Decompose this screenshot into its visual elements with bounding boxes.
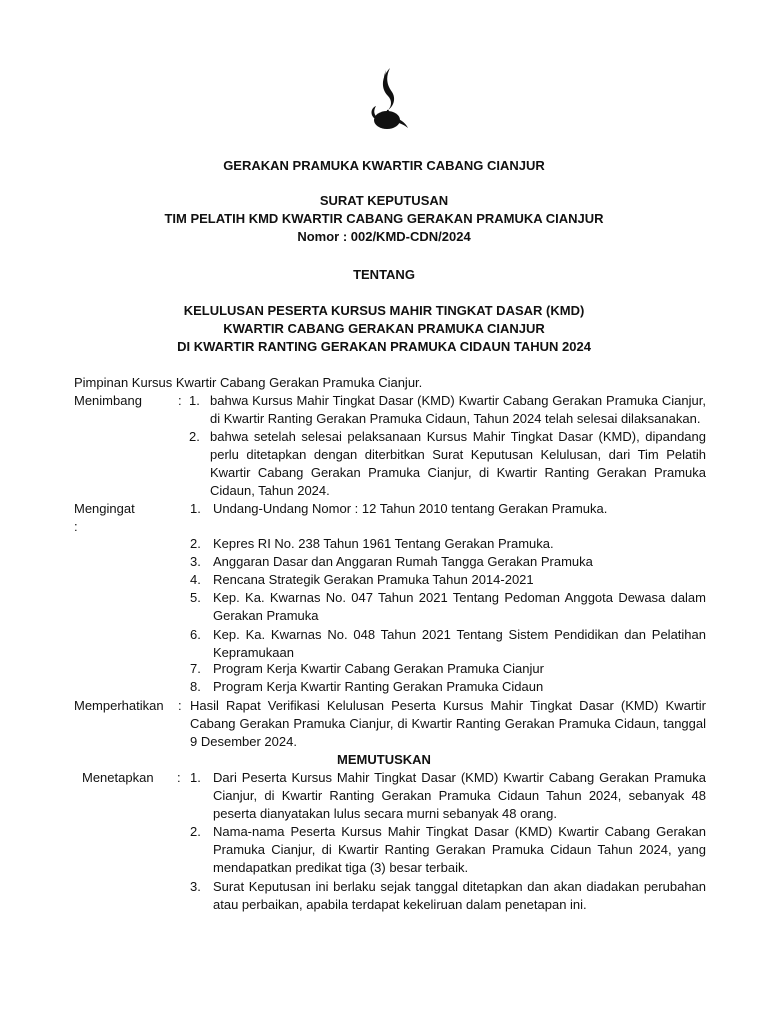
list-item-text: Rencana Strategik Gerakan Pramuka Tahun 2014-2021	[213, 572, 534, 587]
list-item-text: bahwa setelah selesai pelaksanaan Kursus Mahir Tingkat Dasar (KMD), dipandang perlu ditetapkan dengan diterbitkan Surat Keputusan Kelulusan, dari Tim Pelatih Kwartir Cabang Gerakan Pramuka Cianjur, di Kwartir Ranting Gerakan Pramuka Cidaun, Tahun 2024.	[210, 429, 706, 498]
mengingat-section	[74, 500, 706, 696]
list-item-number: 1.	[190, 501, 201, 516]
memperhatikan-section	[74, 697, 706, 751]
memperhatikan-text: Hasil Rapat Verifikasi Kelulusan Peserta Kursus Mahir Tingkat Dasar (KMD) Kwartir Cabang Gerakan Pramuka Cianjur, di Kwartir Ranting Gerakan Pramuka Cidaun, tanggal 9 Desember 2024.	[190, 698, 706, 749]
list-item-text: Kepres RI No. 238 Tahun 1961 Tentang Gerakan Pramuka.	[213, 536, 554, 551]
list-item-text: Surat Keputusan ini berlaku sejak tanggal ditetapkan dan akan diadakan perubahan atau perbaikan, apabila terdapat kekeliruan dalam penetapan ini.	[213, 879, 706, 912]
list-item-number: 1.	[190, 770, 201, 785]
menimbang-section	[74, 392, 706, 500]
list-item-number: 6.	[190, 627, 201, 642]
organization-name: GERAKAN PRAMUKA KWARTIR CABANG CIANJUR	[223, 158, 545, 173]
decree-number: Nomor : 002/KMD-CDN/2024	[297, 229, 471, 244]
list-item-text: Anggaran Dasar dan Anggaran Rumah Tangga Gerakan Pramuka	[213, 554, 593, 569]
about-label: TENTANG	[353, 267, 415, 282]
list-item-number: 2.	[189, 429, 200, 444]
list-item-text: Program Kerja Kwartir Cabang Gerakan Pramuka Cianjur	[213, 661, 544, 676]
list-item-number: 3.	[190, 554, 201, 569]
subject-line-1: KELULUSAN PESERTA KURSUS MAHIR TINGKAT DASAR (KMD)	[183, 303, 585, 318]
memutuskan-heading: MEMUTUSKAN	[337, 752, 431, 767]
menimbang-colon: :	[178, 393, 182, 408]
menetapkan-colon: :	[177, 770, 181, 785]
list-item-number: 2.	[190, 536, 201, 551]
decree-title: SURAT KEPUTUSAN	[319, 193, 449, 208]
list-item-number: 5.	[190, 590, 201, 605]
decree-heading	[0, 192, 768, 246]
list-item-number: 1.	[189, 393, 200, 408]
mengingat-colon: :	[74, 519, 78, 534]
menetapkan-label: Menetapkan	[82, 770, 154, 785]
subject-line-2: KWARTIR CABANG GERAKAN PRAMUKA CIANJUR	[223, 321, 545, 336]
about-heading	[0, 266, 768, 284]
organization-heading	[0, 157, 768, 175]
menetapkan-section	[74, 769, 706, 912]
list-item-number: 3.	[190, 879, 201, 894]
list-item-text: Nama-nama Peserta Kursus Mahir Tingkat Dasar (KMD) Kwartir Cabang Gerakan Pramuka Cianjur, di Kwartir Ranting Gerakan Pramuka Cidaun Tahun 2024, yang mendapatkan predikat tiga (3) besar terbaik.	[213, 824, 706, 875]
subject-line-3: DI KWARTIR RANTING GERAKAN PRAMUKA CIDAUN TAHUN 2024	[177, 339, 591, 354]
pramuka-emblem-logo	[362, 66, 410, 132]
mengingat-label: Mengingat	[74, 501, 135, 516]
list-item-text: Dari Peserta Kursus Mahir Tingkat Dasar (KMD) Kwartir Cabang Gerakan Pramuka Cianjur, di Kwartir Ranting Gerakan Pramuka Cidaun Tahun 2024, sebanyak 48 peserta dianyatakan lulus secara murni sebanyak 48 orang.	[213, 770, 706, 821]
list-item-number: 2.	[190, 824, 201, 839]
list-item-number: 8.	[190, 679, 201, 694]
list-item-text: bahwa Kursus Mahir Tingkat Dasar (KMD) Kwartir Cabang Gerakan Pramuka Cianjur, di Kwartir Ranting Gerakan Pramuka Cidaun, Tahun 2024 telah selesai dilaksanakan.	[210, 393, 706, 426]
decree-issuer: TIM PELATIH KMD KWARTIR CABANG GERAKAN PRAMUKA CIANJUR	[164, 211, 604, 226]
subject-heading	[0, 302, 768, 356]
list-item-text: Kep. Ka. Kwarnas No. 047 Tahun 2021 Tentang Pedoman Anggota Dewasa dalam Gerakan Pramuka	[213, 590, 706, 623]
memperhatikan-label: Memperhatikan	[74, 698, 164, 713]
list-item-text: Kep. Ka. Kwarnas No. 048 Tahun 2021 Tentang Sistem Pendidikan dan Pelatihan Kepramukaan	[213, 627, 706, 660]
list-item-number: 4.	[190, 572, 201, 587]
memperhatikan-colon: :	[178, 698, 182, 713]
list-item-text: Undang-Undang Nomor : 12 Tahun 2010 tentang Gerakan Pramuka.	[213, 501, 608, 516]
intro-text: Pimpinan Kursus Kwartir Cabang Gerakan Pramuka Cianjur.	[74, 375, 423, 390]
list-item-number: 7.	[190, 661, 201, 676]
list-item-text: Program Kerja Kwartir Ranting Gerakan Pramuka Cidaun	[213, 679, 544, 694]
menimbang-label: Menimbang	[74, 393, 142, 408]
